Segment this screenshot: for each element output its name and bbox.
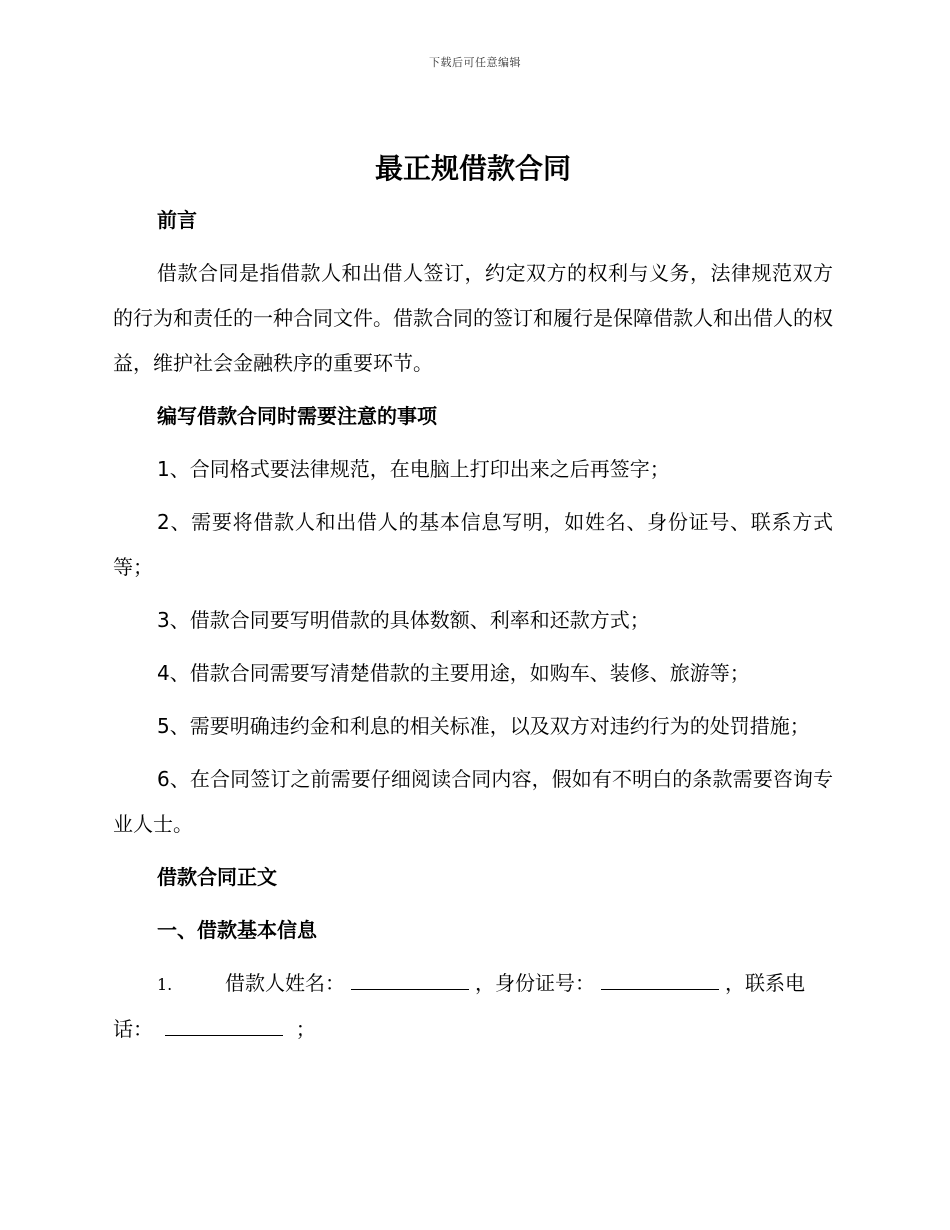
- header-note: 下载后可任意编辑: [429, 56, 521, 69]
- id-number-label: 身份证号：: [495, 971, 595, 995]
- note-item-1: 1、合同格式要法律规范，在电脑上打印出来之后再签字；: [157, 457, 670, 481]
- line-end: ；: [295, 1017, 316, 1041]
- note-item-4: 4、借款合同需要写清楚借款的主要用途，如购车、装修、旅游等；: [157, 661, 750, 685]
- preface-heading: 前言: [157, 208, 197, 232]
- item-number: 1.: [157, 975, 173, 994]
- note-item-6: 6、在合同签订之前需要仔细阅读合同内容，假如有不明白的条款需要咨询专业人士。: [113, 767, 833, 836]
- notes-heading: 编写借款合同时需要注意的事项: [157, 404, 437, 428]
- basic-info-item-1-continued: [113, 1007, 833, 1052]
- preface-paragraph: 借款合同是指借款人和出借人签订，约定双方的权利与义务，法律规范双方的行为和责任的一种合同文件。借款合同的签订和履行是保障借款人和出借人的权益，维护社会金融秩序的重要环节。: [113, 261, 833, 375]
- note-item-5: 5、需要明确违约金和利息的相关标准，以及双方对违约行为的处罚措施；: [157, 714, 810, 738]
- basic-info-heading: 一、借款基本信息: [157, 918, 317, 942]
- separator: ，: [475, 971, 495, 995]
- phone-label-part-1: 联系电: [745, 971, 805, 995]
- contract-body-heading: 借款合同正文: [157, 865, 277, 889]
- note-item-3: 3、借款合同要写明借款的具体数额、利率和还款方式；: [157, 608, 650, 632]
- document-title: 最正规借款合同: [374, 152, 571, 185]
- note-item-2: 2、需要将借款人和出借人的基本信息写明，如姓名、身份证号、联系方式等；: [113, 510, 833, 579]
- document-content: [113, 148, 833, 1052]
- basic-info-item-1: [113, 961, 833, 1007]
- phone-label-part-2: 话：: [113, 1017, 153, 1041]
- borrower-name-blank[interactable]: [351, 967, 469, 990]
- separator: ，: [725, 971, 745, 995]
- borrower-name-label: 借款人姓名：: [225, 971, 345, 995]
- phone-blank[interactable]: [165, 1013, 283, 1036]
- id-number-blank[interactable]: [601, 967, 719, 990]
